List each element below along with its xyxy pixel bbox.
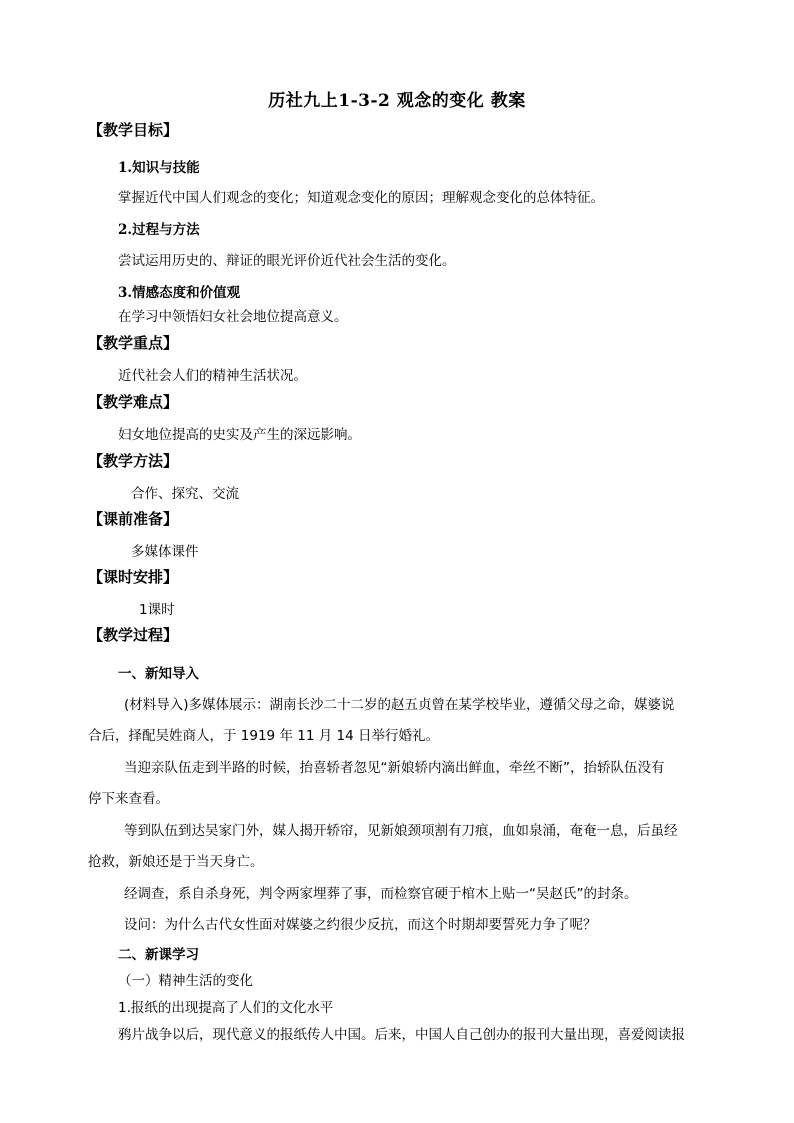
paragraph-line: 合后，择配吴姓商人，于 1919 年 11 月 14 日举行婚礼。 [88, 728, 439, 744]
goal1-text: 掌握近代中国人们观念的变化；知道观念变化的原因；理解观念变化的总体特征。 [118, 190, 604, 206]
section-heading-process: 【教学过程】 [88, 626, 179, 644]
paragraph-line: 设问：为什么古代女性面对媒婆之约很少反抗，而这个时期却要誓死力争了呢？ [124, 917, 597, 933]
section-heading-method: 【教学方法】 [88, 452, 179, 470]
method-text: 合作、探究、交流 [131, 486, 239, 502]
goal1-title: 1.知识与技能 [118, 160, 200, 176]
section-heading-goals: 【教学目标】 [88, 121, 179, 139]
section-heading-difficulty: 【教学难点】 [88, 393, 179, 411]
goal3-text: 在学习中领悟妇女社会地位提高意义。 [118, 309, 348, 325]
key-text: 近代社会人们的精神生活状况。 [118, 368, 307, 384]
process-item-title: 1.报纸的出现提高了人们的文化水平 [118, 1000, 334, 1016]
time-text: 1课时 [139, 602, 175, 618]
process-part1-title: 一、新知导入 [118, 666, 199, 682]
paragraph-line: 停下来查看。 [88, 791, 169, 807]
paragraph-line: 鸦片战争以后，现代意义的报纸传人中国。后来，中国人自己创办的报刊大量出现，喜爱阅读报 [118, 1027, 685, 1043]
document-title: 历社九上1-3-2 观念的变化 教案 [268, 91, 526, 111]
goal2-text: 尝试运用历史的、辩证的眼光评价近代社会生活的变化。 [118, 253, 456, 269]
paragraph-line: (材料导入)多媒体展示：湖南长沙二十二岁的赵五贞曾在某学校毕业，遵循父母之命，媒婆说 [124, 697, 675, 713]
paragraph-line: 当迎亲队伍走到半路的时候，抬喜轿者忽见“新娘轿内滴出鲜血，牵丝不断”，抬轿队伍没有 [124, 760, 665, 776]
goal2-title: 2.过程与方法 [118, 222, 200, 238]
difficulty-text: 妇女地位提高的史实及产生的深远影响。 [118, 427, 361, 443]
process-part2-title: 二、新课学习 [118, 947, 199, 963]
section-heading-prep: 【课前准备】 [88, 510, 179, 528]
section-heading-key: 【教学重点】 [88, 334, 179, 352]
paragraph-line: 等到队伍到达吴家门外，媒人揭开轿帘，见新娘颈项割有刀痕，血如泉涌，奄奄一息，后虽经 [124, 823, 678, 839]
prep-text: 多媒体课件 [131, 544, 199, 560]
goal3-title: 3.情感态度和价值观 [118, 285, 241, 301]
process-part2-subtitle: （一）精神生活的变化 [118, 973, 253, 989]
paragraph-line: 抢救，新娘还是于当天身亡。 [88, 854, 264, 870]
section-heading-time: 【课时安排】 [88, 568, 179, 586]
paragraph-line: 经调查，系自杀身死，判令两家埋葬了事，而检察官硬于棺木上贴一“吴赵氏”的封条。 [124, 886, 638, 902]
